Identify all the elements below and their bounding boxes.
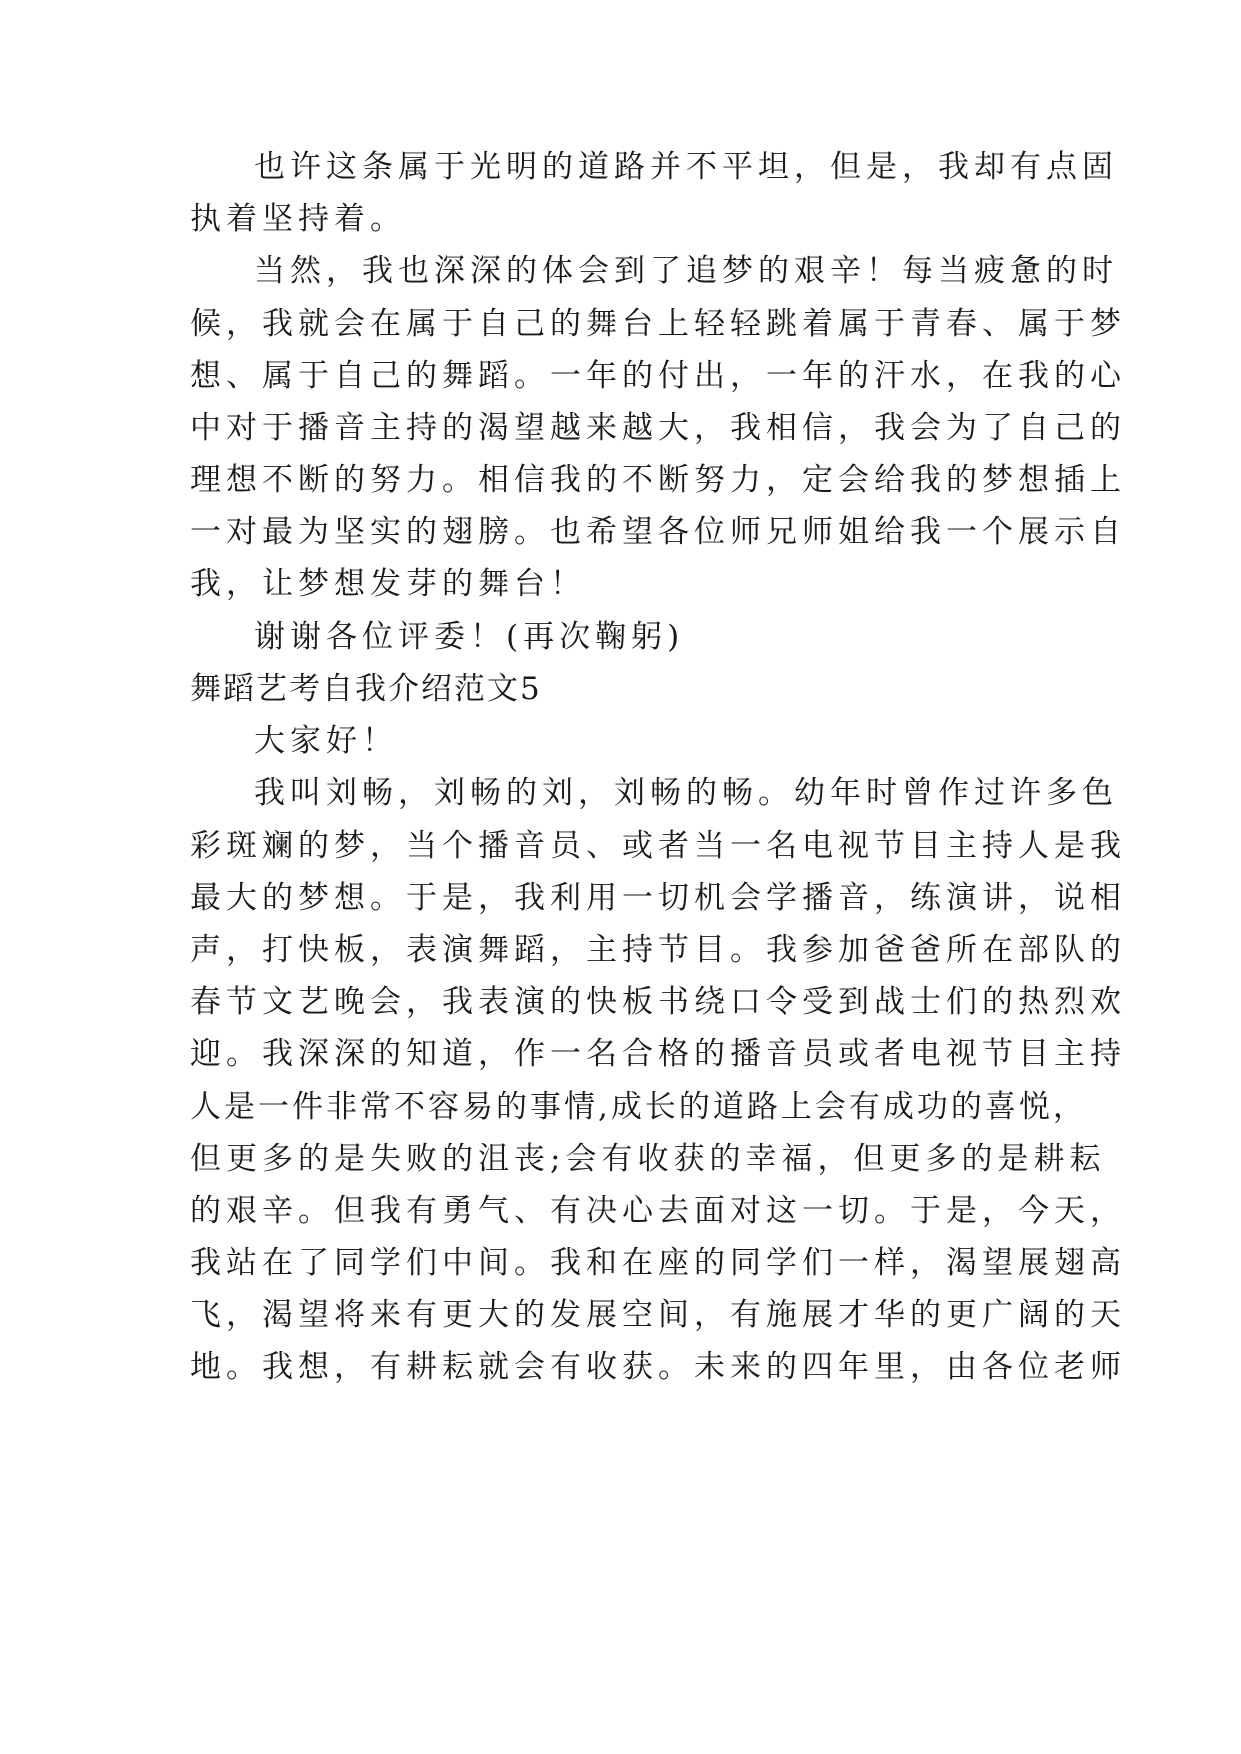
paragraph-5-line-4: 声，打快板，表演舞蹈，主持节目。我参加爸爸所在部队的 <box>190 932 1126 968</box>
section-heading: 舞蹈艺考自我介绍范文5 <box>190 671 542 707</box>
paragraph-2-line-3: 想、属于自己的舞蹈。一年的付出，一年的汗水，在我的心 <box>190 358 1126 394</box>
paragraph-5-line-7: 人是一件非常不容易的事情,成长的道路上会有成功的喜悦， <box>190 1089 1087 1125</box>
paragraph-5-line-3: 最大的梦想。于是，我利用一切机会学播音，练演讲，说相 <box>190 880 1126 916</box>
paragraph-5-line-11: 飞，渴望将来有更大的发展空间，有施展才华的更广阔的天 <box>190 1297 1126 1333</box>
paragraph-2-line-4: 中对于播音主持的渴望越来越大，我相信，我会为了自己的 <box>190 410 1126 446</box>
paragraph-5-line-12: 地。我想，有耕耘就会有收获。未来的四年里，由各位老师 <box>190 1349 1126 1385</box>
paragraph-5-line-8: 但更多的是失败的沮丧;会有收获的幸福，但更多的是耕耘 <box>190 1141 1106 1177</box>
paragraph-5-line-2: 彩斑斓的梦，当个播音员、或者当一名电视节目主持人是我 <box>190 828 1126 864</box>
paragraph-5-line-1: 我叫刘畅，刘畅的刘，刘畅的畅。幼年时曾作过许多色 <box>254 775 1118 811</box>
paragraph-5-line-9: 的艰辛。但我有勇气、有决心去面对这一切。于是，今天， <box>190 1193 1126 1229</box>
paragraph-5-line-10: 我站在了同学们中间。我和在座的同学们一样，渴望展翅高 <box>190 1245 1126 1281</box>
paragraph-2-line-2: 候，我就会在属于自己的舞台上轻轻跳着属于青春、属于梦 <box>190 306 1126 342</box>
greeting-line: 大家好！ <box>254 723 398 759</box>
paragraph-1-line-1: 也许这条属于光明的道路并不平坦，但是，我却有点固 <box>254 149 1118 185</box>
paragraph-2-line-6: 一对最为坚实的翅膀。也希望各位师兄师姐给我一个展示自 <box>190 514 1126 550</box>
paragraph-2-line-5: 理想不断的努力。相信我的不断努力，定会给我的梦想插上 <box>190 462 1126 498</box>
paragraph-5-line-6: 迎。我深深的知道，作一名合格的播音员或者电视节目主持 <box>190 1036 1126 1072</box>
paragraph-3-line-1: 谢谢各位评委！(再次鞠躬) <box>254 619 685 655</box>
paragraph-2-line-1: 当然，我也深深的体会到了追梦的艰辛！每当疲惫的时 <box>254 253 1118 289</box>
paragraph-1-line-2: 执着坚持着。 <box>190 201 406 237</box>
paragraph-5-line-5: 春节文艺晚会，我表演的快板书绕口令受到战士们的热烈欢 <box>190 984 1126 1020</box>
paragraph-2-line-7: 我，让梦想发芽的舞台！ <box>190 566 586 602</box>
